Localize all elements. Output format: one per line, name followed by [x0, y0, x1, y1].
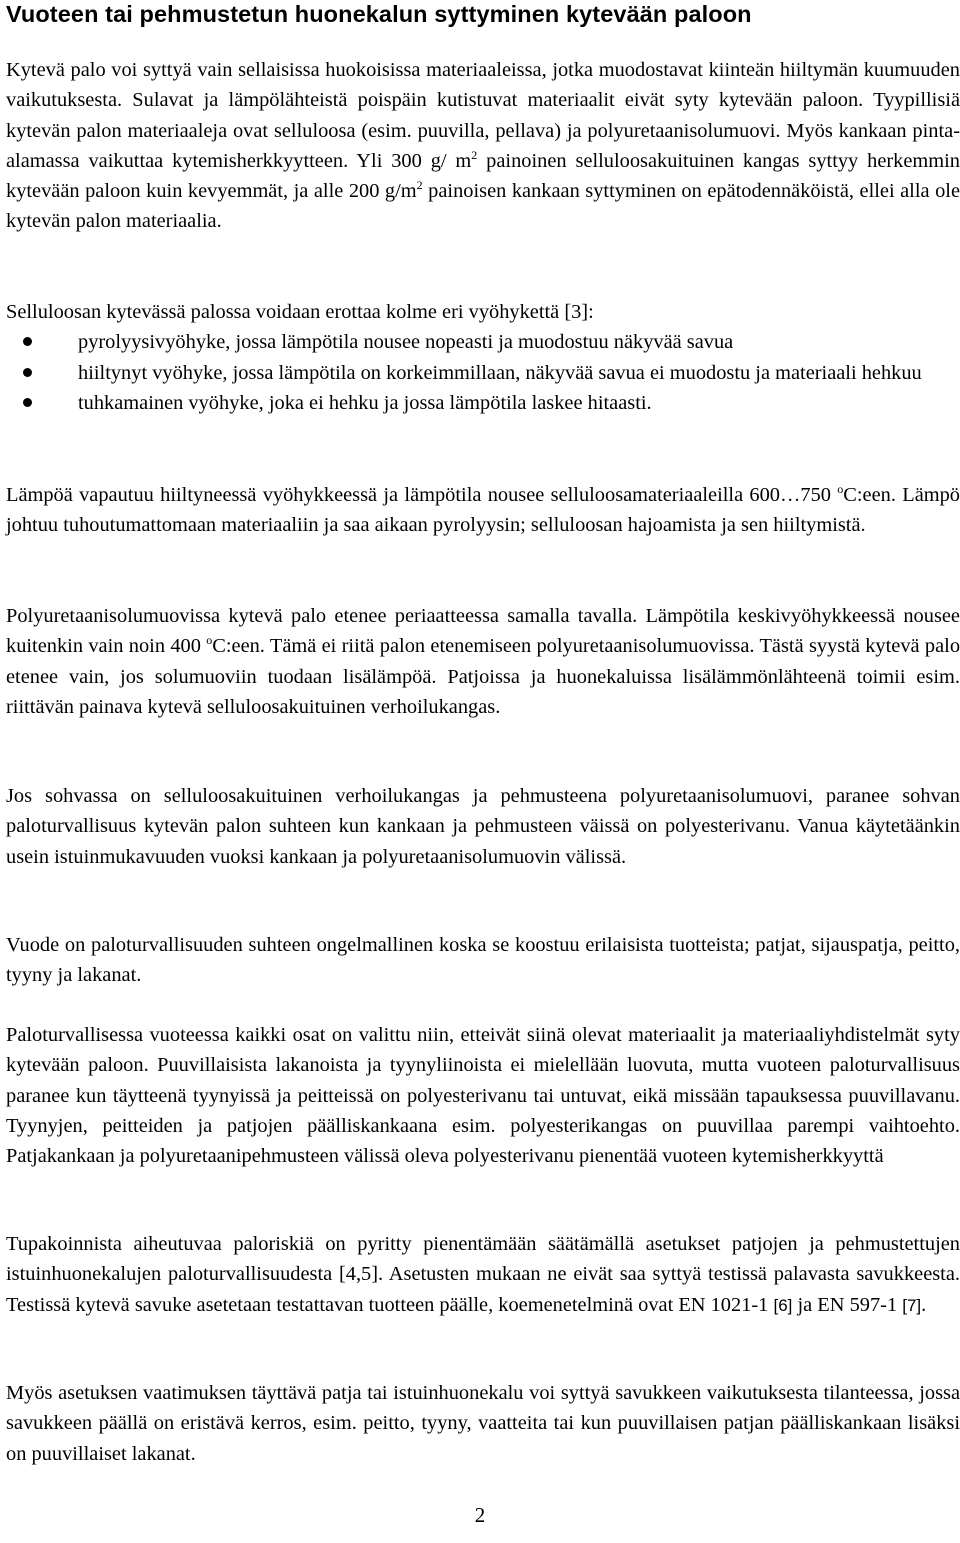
heat-section	[6, 480, 960, 541]
intro-superscript-1: 2	[471, 148, 478, 163]
closing-paragraph: Myös asetuksen vaatimuksen täyttävä patja tai istuinhuonekalu voi syttyä savukkeen vaikutuksesta tilanteessa, jossa savukkeen päällä on eristävä kerros, esim. peitto, tyyny, vaatteita tai kun puuvillaisen patjan päälliskankaan lisäksi on puuvillaiset lakanat.	[6, 1382, 960, 1465]
regulation-text-2: ja EN 597-1	[792, 1293, 903, 1316]
intro-paragraph	[6, 55, 960, 237]
bed-paragraph: Vuode on paloturvallisuuden suhteen ongelmallinen koska se koostuu erilaisista tuotteista; patjat, sijauspatja, peitto, tyyny ja lakanat.	[6, 934, 960, 987]
heat-degree-superscript: o	[837, 482, 844, 497]
intro-text-3: painoisen kankaan syttyminen on epätodennäköistä, ellei alla ole kytevän palon materiaalia.	[6, 180, 960, 233]
pu-degree-superscript: o	[206, 633, 213, 648]
zones-intro: Selluloosan kytevässä palossa voidaan erottaa kolme eri vyöhykettä [3]:	[6, 301, 594, 323]
pu-paragraph	[6, 601, 960, 722]
zones-list	[6, 327, 960, 418]
closing-section	[6, 1378, 960, 1469]
heat-text-2: C:een. Lämpö johtuu tuhoutumattomaan materiaaliin ja saa aikaan pyrolyysin; selluloosan hajoamista ja sen hiiltymistä.	[6, 484, 960, 537]
zone-text: hiiltynyt vyöhyke, jossa lämpötila on korkeimmillaan, näkyvää savua ei muodostu ja materiaali hehkuu	[78, 361, 922, 384]
reference-6: [6]	[773, 1295, 793, 1315]
intro-section	[6, 55, 960, 237]
reference-7: [7]	[902, 1295, 922, 1315]
regulation-section	[6, 1229, 960, 1321]
document-title: Vuoteen tai pehmustetun huonekalun syttyminen kytevään paloon	[6, 1, 752, 27]
zones-section	[6, 297, 960, 418]
pu-text-2: C:een. Tämä ei riitä palon etenemiseen polyuretaanisolumuovissa. Tästä syystä kytevä palo etenee vain, jos solumuoviin tuodaan lisälämpöä. Patjoissa ja huonekaluissa lisälämmönlähteenä toimii esim. riittävän painava kytevä selluloosakuituinen verhoilukangas.	[6, 635, 960, 718]
list-item	[6, 327, 960, 357]
regulation-text-3: .	[921, 1293, 927, 1316]
bullet-icon	[23, 368, 32, 377]
zone-text: pyrolyysivyöhyke, jossa lämpötila nousee nopeasti ja muodostuu näkyvää savua	[78, 331, 734, 354]
pu-text-1: Polyuretaanisolumuovissa kytevä palo etenee periaatteessa samalla tavalla. Lämpötila keskivyöhykkeessä nousee kuitenkin vain noin 400	[6, 605, 960, 658]
safe-bed-section	[6, 1020, 960, 1171]
heat-paragraph	[6, 480, 960, 541]
sofa-section	[6, 781, 960, 872]
sofa-paragraph: Jos sohvassa on selluloosakuituinen verhoilukangas ja pehmusteena polyuretaanisolumuovi, paranee sohvan paloturvallisuus kytevän palon suhteen kun kankaan ja pehmusteen väissä on polyesterivanu. Vanua käytetäänkin usein istuinmukavuuden vuoksi kankaan ja polyuretaanisolumuovin välissä.	[6, 785, 960, 868]
heat-text-1: Lämpöä vapautuu hiiltyneessä vyöhykkeessä ja lämpötila nousee selluloosamateriaaleilla 600…750	[6, 484, 838, 506]
regulation-paragraph	[6, 1229, 960, 1321]
list-item	[6, 358, 960, 388]
zone-text: tuhkamainen vyöhyke, joka ei hehku ja jossa lämpötila laskee hitaasti.	[78, 391, 652, 414]
regulation-text-1: Tupakoinnista aiheutuvaa paloriskiä on pyritty pienentämään säätämällä asetukset patjojen ja pehmustettujen istuinhuonekalujen paloturvallisuudesta [4,5]. Asetusten mukaan ne eivät saa syttyä testissä palavasta savukkeesta. Testissä kytevä savuke asetetaan testattavan tuotteen päälle, koemenetelminä ovat EN 1021-1	[6, 1233, 960, 1316]
intro-text-1: Kytevä palo voi syttyä vain sellaisissa huokoisissa materiaaleissa, jotka muodostavat kiinteän hiiltymän kuumuuden vaikutuksesta. Sulavat ja lämpölähteistä poispäin kutistuvat materiaalit eivät syty kytevään paloon. Tyypillisiä kytevän palon materiaaleja ovat selluloosa (esim. puuvilla, pellava) ja polyuretaanisolumuovi. Myös kankaan pinta-alamassa vaikuttaa kytemisherkkyytteen. Yli 300 g/ m	[6, 59, 960, 172]
intro-superscript-2: 2	[416, 178, 423, 193]
pu-section	[6, 601, 960, 722]
list-item	[6, 388, 960, 418]
bullet-icon	[23, 337, 32, 346]
bed-section	[6, 930, 960, 991]
safe-bed-paragraph: Paloturvallisessa vuoteessa kaikki osat on valittu niin, etteivät siinä olevat materiaalit ja materiaaliyhdistelmät syty kytevään paloon. Puuvillaisista lakanoista ja tyynyliinoista ei mielellään luovuta, mutta vuoteen paloturvallisuus paranee kun täytteenä tyynyissä ja peitteissä on polyesterivanu tai untuvat, eikä missään tapauksessa puuvillavanu. Tyynyjen, peitteiden ja patjojen päälliskankaana esim. polyesterikangas on puuvillaa parempi vaihtoehto. Patjakankaan ja polyuretaanipehmusteen välissä oleva polyesterivanu pienentää vuoteen kytemisherkkyyttä	[6, 1024, 960, 1168]
bullet-icon	[23, 398, 32, 407]
page-number: 2	[474, 1503, 486, 1527]
intro-text-2: painoinen selluloosakuituinen kangas syttyy herkemmin kytevään paloon kuin kevyemmät, ja alle 200 g/m	[6, 149, 960, 203]
